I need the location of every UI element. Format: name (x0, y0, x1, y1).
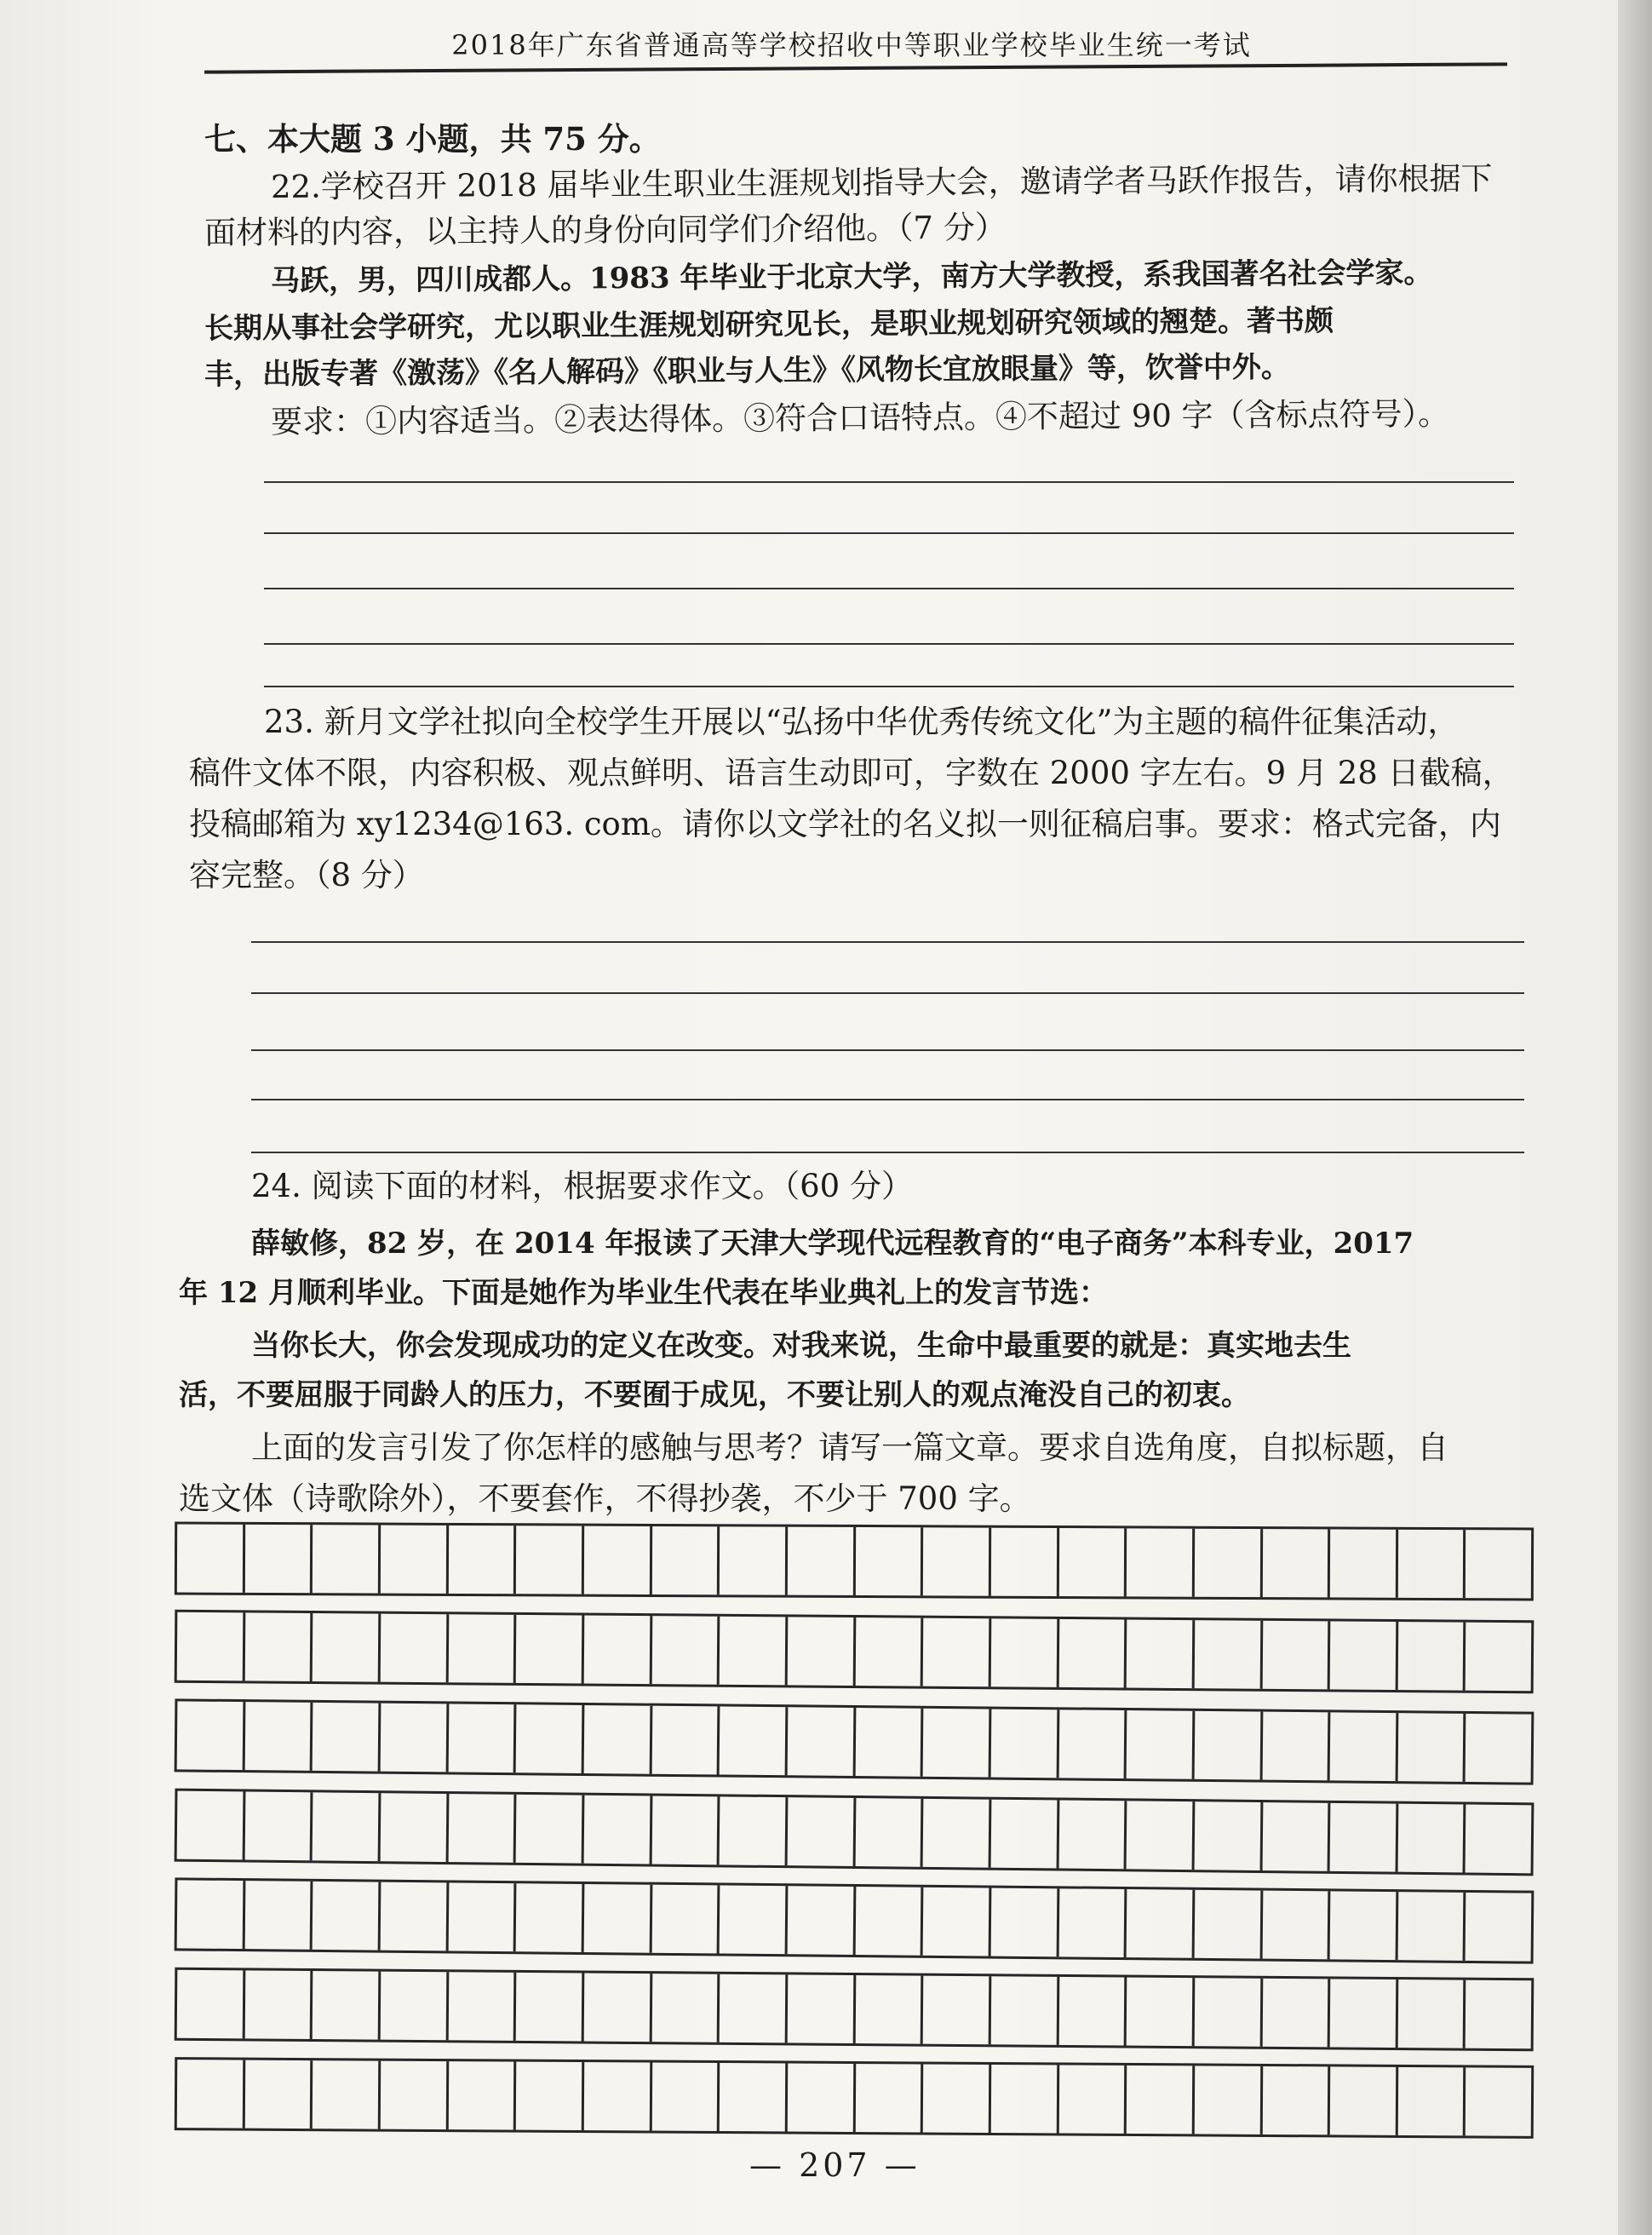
q23-answer-line[interactable] (251, 941, 1524, 943)
q22-material-2: 长期从事社会学研究，尤以职业生涯规划研究见长，是职业规划研究领域的翘楚。著书颇 (204, 303, 1334, 346)
section-heading: 七、本大题 3 小题，共 75 分。 (204, 120, 661, 158)
q22-answer-line[interactable] (264, 643, 1514, 645)
page-edge-shadow (1618, 0, 1652, 2235)
q23-answer-line[interactable] (251, 1049, 1524, 1051)
q22-line-1: 22.学校召开 2018 届毕业生职业生涯规划指导大会，邀请学者马跃作报告，请你根据下 (270, 159, 1493, 205)
composition-grid-row[interactable] (175, 1877, 1534, 1963)
composition-grid-row[interactable] (175, 1610, 1534, 1694)
q24-material-1: 薛敏修，82 岁，在 2014 年报读了天津大学现代远程教育的“电子商务”本科专业，2017 (251, 1227, 1414, 1261)
q22-material-1: 马跃，男，四川成都人。1983 年毕业于北京大学，南方大学教授，系我国著名社会学家。 (270, 256, 1433, 298)
q23-answer-line[interactable] (251, 1152, 1524, 1153)
q22-answer-line[interactable] (264, 588, 1514, 589)
q22-line-2: 面材料的内容，以主持人的身份向同学们介绍他。（7 分） (204, 209, 1007, 251)
q23-line-4: 容完整。（8 分） (189, 857, 424, 893)
q23-answer-line[interactable] (251, 992, 1524, 994)
q22-requirement: 要求：①内容适当。②表达得体。③符合口语特点。④不超过 90 字（含标点符号）。 (270, 395, 1450, 440)
composition-grid-row[interactable] (175, 1968, 1534, 2052)
q24-quote-1: 当你长大，你会发现成功的定义在改变。对我来说，生命中最重要的就是：真实地去生 (251, 1329, 1351, 1363)
q24-quote-2: 活，不要屈服于同龄人的压力，不要囿于成见，不要让别人的观点淹没自己的初衷。 (179, 1378, 1250, 1412)
q22-material-3: 丰，出版专著《激荡》《名人解码》《职业与人生》《风物长宜放眼量》等，饮誉中外。 (204, 350, 1291, 392)
page-number: — 207 — (749, 2146, 921, 2184)
composition-grid-row[interactable] (175, 2057, 1534, 2139)
q22-answer-line[interactable] (264, 481, 1514, 483)
composition-grid-row[interactable] (175, 1789, 1534, 1876)
q23-line-2: 稿件文体不限，内容积极、观点鲜明、语言生动即可，字数在 2000 字左右。9 月 28 日截稿， (189, 755, 1514, 791)
composition-grid-row[interactable] (175, 1698, 1534, 1784)
q24-task-2: 选文体（诗歌除外），不要套作，不得抄袭，不少于 700 字。 (179, 1480, 1031, 1517)
q24-line-1: 24. 阅读下面的材料，根据要求作文。（60 分） (251, 1168, 913, 1204)
q22-answer-line[interactable] (264, 686, 1514, 687)
composition-grid-row[interactable] (175, 1522, 1534, 1601)
q24-task-1: 上面的发言引发了你怎样的感触与思考？请写一篇文章。要求自选角度，自拟标题，自 (251, 1429, 1448, 1466)
q22-answer-line[interactable] (264, 532, 1514, 534)
q23-answer-line[interactable] (251, 1099, 1524, 1100)
q23-line-1: 23. 新月文学社拟向全校学生开展以“弘扬中华优秀传统文化”为主题的稿件征集活动， (264, 704, 1460, 740)
q23-line-3: 投稿邮箱为 xy1234@163. com。请你以文学社的名义拟一则征稿启事。要求：格式完备，内 (189, 806, 1501, 842)
exam-header-title: 2018年广东省普通高等学校招收中等职业学校毕业生统一考试 (451, 29, 1252, 61)
q24-material-2: 年 12 月顺利毕业。下面是她作为毕业生代表在毕业典礼上的发言节选： (179, 1276, 1108, 1310)
